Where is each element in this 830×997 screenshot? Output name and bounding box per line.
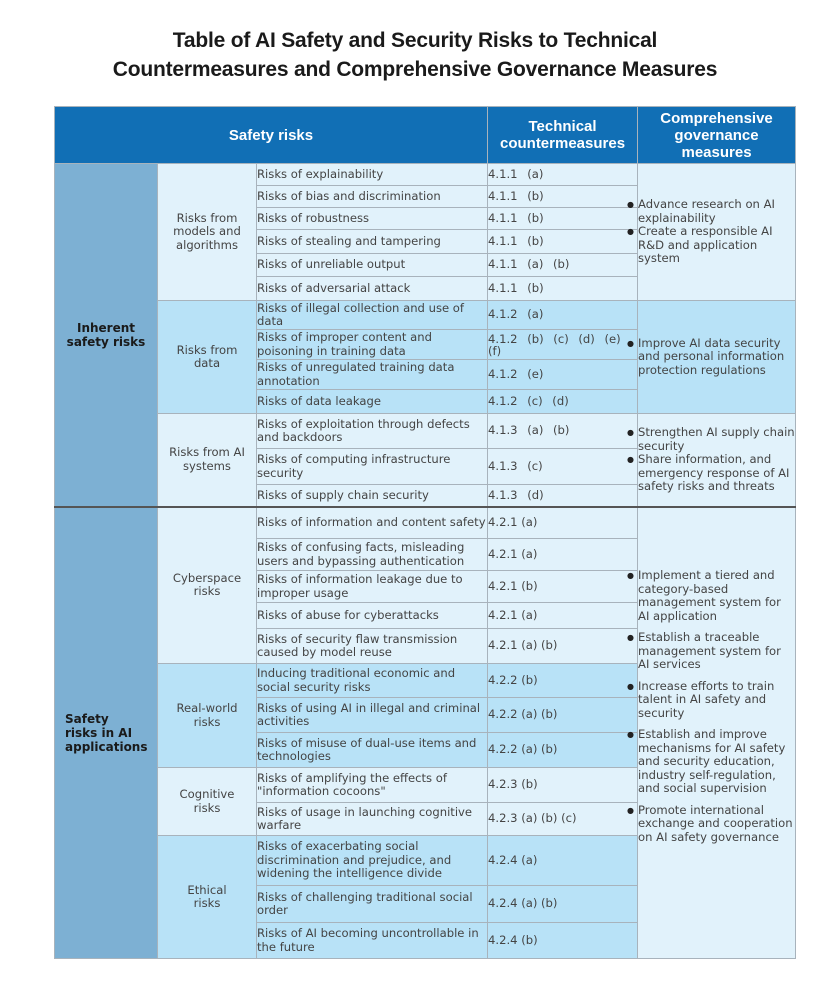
countermeasure-cell: 4.2.1 (a) [488, 603, 638, 629]
header-row [55, 107, 796, 164]
governance-data [638, 301, 796, 414]
countermeasure-cell: 4.1.2 (a) [488, 301, 638, 330]
risk-cell: Risks of supply chain security [257, 485, 488, 507]
risk-cell: Risks of stealing and tampering [257, 230, 488, 254]
risk-cell: Risks of challenging traditional social order [257, 886, 488, 923]
risk-cell: Risks of exacerbating social discrimination and prejudice, and widening the intelligence divide [257, 836, 488, 886]
group-ethical: Ethical risks [158, 836, 257, 959]
risk-cell: Risks of computing infrastructure security [257, 449, 488, 485]
countermeasure-cell: 4.2.2 (b) [488, 664, 638, 698]
countermeasure-cell: 4.1.1 (b) [488, 230, 638, 254]
risk-cell: Risks of usage in launching cognitive warfare [257, 803, 488, 836]
countermeasure-cell: 4.2.4 (b) [488, 923, 638, 959]
table-row [55, 414, 796, 449]
category-safety-risks-in-ai-applications: Safety risks in AI applications [55, 507, 158, 959]
countermeasure-cell: 4.2.1 (b) [488, 571, 638, 603]
header-technical-countermeasures: Technical countermeasures [488, 107, 638, 164]
countermeasure-cell: 4.1.1 (a) (b) [488, 254, 638, 277]
risk-cell: Risks of confusing facts, misleading users and bypassing authentication [257, 539, 488, 571]
governance-item: ● Improve AI data security and personal information protection regulations [638, 337, 795, 378]
risk-cell: Risks of explainability [257, 164, 488, 186]
risk-cell: Risks of amplifying the effects of "information cocoons" [257, 768, 488, 803]
countermeasure-cell: 4.1.1 (b) [488, 277, 638, 301]
countermeasure-cell: 4.2.3 (a) (b) (c) [488, 803, 638, 836]
countermeasure-cell: 4.1.1 (b) [488, 186, 638, 208]
risk-cell: Risks of adversarial attack [257, 277, 488, 301]
title-line-1: Table of AI Safety and Security Risks to Technical [172, 29, 658, 52]
group-cognitive: Cognitive risks [158, 768, 257, 836]
governance-item: ● Implement a tiered and category-based management system for AI application [638, 569, 795, 623]
risk-cell: Risks of using AI in illegal and criminal activities [257, 698, 488, 733]
governance-ai-systems [638, 414, 796, 507]
risk-cell: Risks of data leakage [257, 390, 488, 414]
governance-item: ● Increase efforts to train talent in AI safety and security [638, 680, 795, 721]
group-data: Risks from data [158, 301, 257, 414]
table-row [55, 301, 796, 330]
countermeasure-cell: 4.1.1 (b) [488, 208, 638, 230]
risk-table [54, 106, 796, 959]
governance-item: ● Share information, and emergency response of AI safety risks and threats [638, 453, 795, 494]
header-governance-measures: Comprehensive governance measures [638, 107, 796, 164]
countermeasure-cell: 4.2.4 (a) (b) [488, 886, 638, 923]
governance-models-algorithms [638, 164, 796, 301]
group-cyberspace: Cyberspace risks [158, 507, 257, 664]
governance-item: ● Establish a traceable management system for AI services [638, 631, 795, 672]
risk-cell: Risks of exploitation through defects and backdoors [257, 414, 488, 449]
risk-cell: Risks of bias and discrimination [257, 186, 488, 208]
risk-cell: Risks of improper content and poisoning in training data [257, 330, 488, 360]
countermeasure-cell: 4.1.3 (d) [488, 485, 638, 507]
risk-cell: Inducing traditional economic and social security risks [257, 664, 488, 698]
governance-ai-applications [638, 507, 796, 959]
risk-cell: Risks of unreliable output [257, 254, 488, 277]
risk-cell: Risks of AI becoming uncontrollable in the future [257, 923, 488, 959]
governance-item: ● Strengthen AI supply chain security [638, 426, 795, 453]
group-models-algorithms: Risks from models and algorithms [158, 164, 257, 301]
countermeasure-cell: 4.2.4 (a) [488, 836, 638, 886]
governance-item: ● Create a responsible AI R&D and application system [638, 225, 795, 266]
header-safety-risks: Safety risks [55, 107, 488, 164]
countermeasure-cell: 4.1.3 (a) (b) [488, 414, 638, 449]
countermeasure-cell: 4.2.1 (a) [488, 539, 638, 571]
governance-item: ● Establish and improve mechanisms for AI safety and security education, industry self-regulation, and social supervision [638, 728, 795, 796]
risk-cell: Risks of misuse of dual-use items and technologies [257, 733, 488, 768]
risk-cell: Risks of robustness [257, 208, 488, 230]
countermeasure-cell: 4.1.2 (b) (c) (d) (e) (f) [488, 330, 638, 360]
risk-cell: Risks of information leakage due to improper usage [257, 571, 488, 603]
table-row [55, 164, 796, 186]
countermeasure-cell: 4.1.3 (c) [488, 449, 638, 485]
risk-cell: Risks of information and content safety [257, 507, 488, 539]
risk-cell: Risks of illegal collection and use of data [257, 301, 488, 330]
title-line-2: Countermeasures and Comprehensive Governance Measures [112, 58, 718, 81]
risk-cell: Risks of security flaw transmission caused by model reuse [257, 629, 488, 664]
page-title [0, 26, 830, 84]
group-ai-systems: Risks from AI systems [158, 414, 257, 507]
countermeasure-cell: 4.1.2 (c) (d) [488, 390, 638, 414]
countermeasure-cell: 4.2.1 (a) (b) [488, 629, 638, 664]
countermeasure-cell: 4.2.3 (b) [488, 768, 638, 803]
risk-cell: Risks of unregulated training data annotation [257, 360, 488, 390]
governance-item: ● Advance research on AI explainability [638, 198, 795, 225]
risk-cell: Risks of abuse for cyberattacks [257, 603, 488, 629]
group-real-world: Real-world risks [158, 664, 257, 768]
countermeasure-cell: 4.2.2 (a) (b) [488, 733, 638, 768]
governance-item: ● Promote international exchange and cooperation on AI safety governance [638, 804, 795, 845]
countermeasure-cell: 4.2.2 (a) (b) [488, 698, 638, 733]
countermeasure-cell: 4.2.1 (a) [488, 507, 638, 539]
countermeasure-cell: 4.1.2 (e) [488, 360, 638, 390]
countermeasure-cell: 4.1.1 (a) [488, 164, 638, 186]
table-row [55, 507, 796, 539]
category-inherent-safety-risks: Inherent safety risks [55, 164, 158, 507]
